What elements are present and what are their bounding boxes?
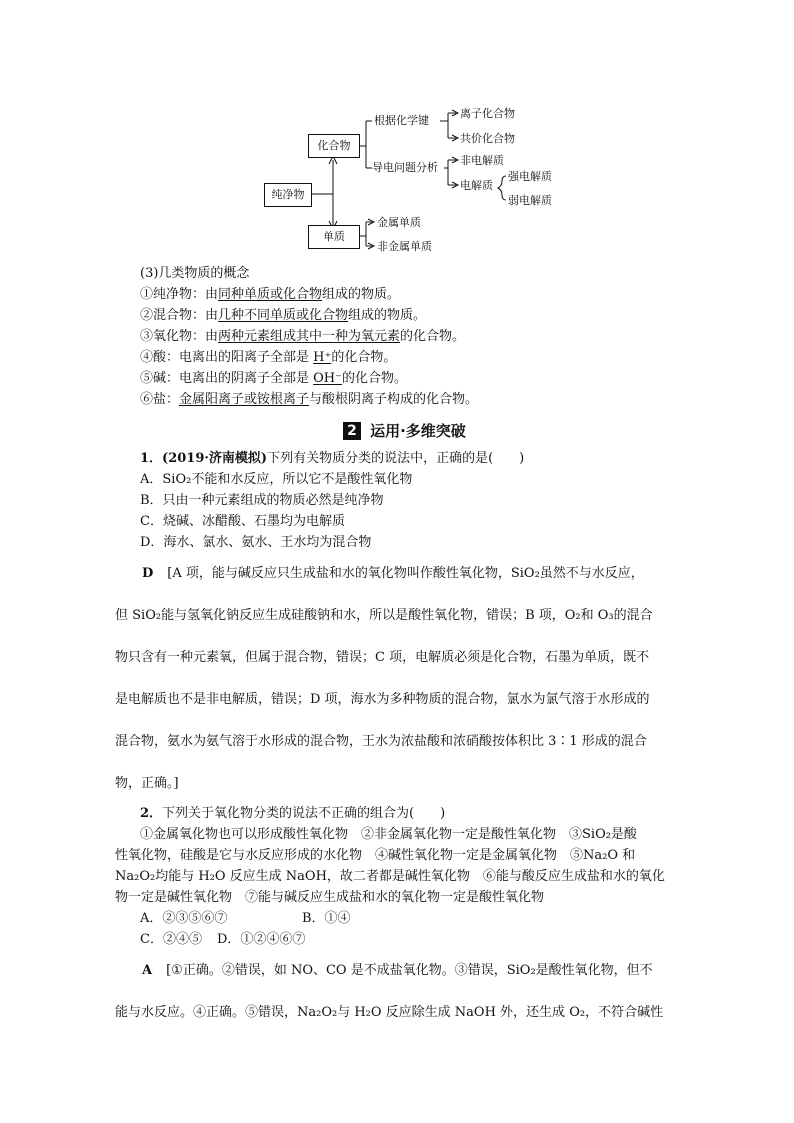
text: ④酸：电离出的阳离子全部是	[140, 350, 314, 365]
text: 的化合物。	[331, 350, 397, 365]
q1-number: 1．	[140, 451, 163, 466]
concept-pure	[140, 287, 400, 303]
element-box: 单质	[308, 225, 360, 249]
q1-explanation-line: 但 SiO₂能与氢氧化钠反应生成硅酸钠和水，所以是酸性氧化物，错误；B 项，O₂和 O₃的混合	[115, 608, 653, 623]
q2-explanation: [①正确。②错误，如 NO、CO 是不成盐氧化物。③错误，SiO₂是酸性氧化物，但不	[166, 963, 653, 978]
text: 组成的物质。	[322, 287, 401, 302]
nonelectrolyte-label: 非电解质	[460, 154, 504, 167]
metal-element-label: 金属单质	[377, 216, 421, 229]
q2-explanation-line: 能与水反应。④正确。⑤错误，Na₂O₂与 H₂O 反应除生成 NaOH 外，还生成 O₂，不符合碱性	[115, 1005, 664, 1020]
section-number-badge: 2	[343, 422, 361, 440]
electrolyte-label: 电解质	[460, 179, 493, 192]
text: ②混合物：由	[140, 308, 219, 323]
q1-answer-letter: D	[142, 566, 154, 581]
q2-option-a: A．②③⑤⑥⑦	[140, 911, 228, 926]
q2-text: 下列关于氧化物分类的说法不正确的组合为( )	[162, 806, 446, 821]
ionic-compound-label: 离子化合物	[460, 107, 515, 120]
text: ③氧化物：由	[140, 329, 219, 344]
concept-mixture	[140, 308, 426, 324]
nonmetal-element-label: 非金属单质	[377, 240, 432, 253]
q2-statement-line: 性氧化物，硅酸是它与水反应形成的水化物 ④碱性氧化物一定是金属氧化物 ⑤Na₂O 和	[115, 848, 636, 863]
text: 组成的物质。	[348, 308, 427, 323]
q1-explanation-line: 物，正确。]	[115, 776, 179, 791]
q1-answer-line	[142, 566, 644, 582]
section-header	[343, 420, 466, 440]
q1-text: 下列有关物质分类的说法中，正确的是( )	[267, 451, 525, 466]
concepts-heading: (3)几类物质的概念	[140, 266, 250, 281]
blank-answer: 两种元素组成其中一种为氧元素	[218, 329, 401, 344]
q1-option-b: B．只由一种元素组成的物质必然是纯净物	[140, 493, 384, 508]
text: ①纯净物：由	[140, 287, 219, 302]
concept-salt	[140, 392, 478, 408]
q1-option-c: C．烧碱、冰醋酸、石墨均为电解质	[140, 514, 345, 529]
weak-electrolyte-label: 弱电解质	[508, 194, 552, 207]
text: ⑥盐：	[140, 392, 180, 407]
section-title: 运用·多维突破	[370, 422, 466, 440]
text: 与酸根阴离子构成的化合物。	[309, 392, 479, 407]
q1-option-d: D．海水、氯水、氨水、王水均为混合物	[140, 535, 372, 550]
strong-electrolyte-label: 强电解质	[508, 170, 552, 183]
concept-acid	[140, 350, 396, 366]
q2-number: 2．	[140, 806, 163, 821]
q1-explanation-line: 物只含有一种元素氧，但属于混合物，错误；C 项，电解质必须是化合物，石墨为单质，既不	[115, 650, 650, 665]
blank-answer: 金属阳离子或铵根离子	[179, 392, 310, 407]
blank-answer: 同种单质或化合物	[218, 287, 323, 302]
q1-stem	[140, 451, 524, 467]
concept-oxide	[140, 329, 465, 345]
by-conduct-label: 导电问题分析	[372, 161, 438, 174]
text: 的化合物。	[400, 329, 466, 344]
q2-answer-line	[142, 963, 653, 979]
q2-option-c: C．②④⑤	[140, 932, 202, 947]
blank-answer: H⁺	[313, 350, 332, 365]
q1-explanation-line: 是电解质也不是非电解质，错误；D 项，海水为多种物质的混合物，氯水为氯气溶于水形成的	[115, 692, 650, 707]
q1-explanation-line: 混合物，氨水为氨气溶于水形成的混合物，王水为浓盐酸和浓硝酸按体积比 3∶1 形成的混合	[115, 734, 647, 749]
text: ⑤碱：电离出的阴离子全部是	[140, 371, 314, 386]
q1-option-a: A．SiO₂不能和水反应，所以它不是酸性氧化物	[140, 472, 413, 487]
compound-box: 化合物	[308, 134, 360, 158]
pure-substance-box: 纯净物	[264, 183, 312, 207]
q1-explanation: [A 项，能与碱反应只生成盐和水的氧化物叫作酸性氧化物，SiO₂虽然不与水反应，	[167, 566, 644, 581]
q2-statement-line: 物一定是碱性氧化物 ⑦能与碱反应生成盐和水的氧化物一定是酸性氧化物	[115, 890, 545, 905]
q2-answer-letter: A	[142, 963, 153, 978]
q2-option-b: B．①④	[302, 911, 351, 926]
q2-statement-line: Na₂O₂均能与 H₂O 反应生成 NaOH，故二者都是碱性氧化物 ⑥能与酸反应生成盐和水的氧化	[115, 869, 665, 884]
q2-statement-line: ①金属氧化物也可以形成酸性氧化物 ②非金属氧化物一定是酸性氧化物 ③SiO₂是酸	[140, 827, 637, 842]
text: 的化合物。	[342, 371, 408, 386]
blank-answer: 几种不同单质或化合物	[218, 308, 349, 323]
by-bond-label: 根据化学键	[374, 114, 429, 127]
q2-stem	[140, 806, 445, 822]
concept-base	[140, 371, 407, 387]
blank-answer: OH⁻	[313, 371, 342, 386]
q1-source: (2019·济南模拟)	[162, 451, 268, 466]
q2-option-d: D．①②④⑥⑦	[217, 932, 306, 947]
covalent-compound-label: 共价化合物	[460, 132, 515, 145]
